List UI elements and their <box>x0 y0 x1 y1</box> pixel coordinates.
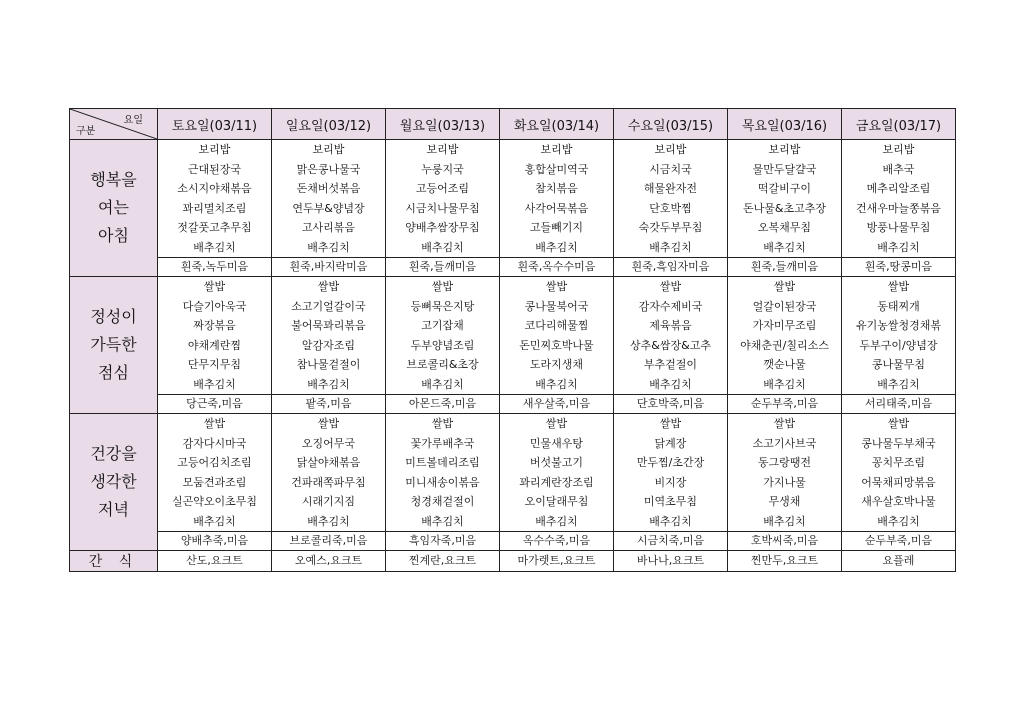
porridge-cell: 흰죽,들깨미음 <box>386 258 500 277</box>
menu-item: 동태찌개 <box>877 299 920 313</box>
header-row <box>70 109 956 140</box>
menu-item: 떡갈비구이 <box>757 182 812 195</box>
day-header: 수요일(03/15) <box>614 109 728 140</box>
menu-item: 배추김치 <box>193 514 236 528</box>
menu-item: 쌀밥 <box>431 280 454 293</box>
menu-cell <box>272 140 386 258</box>
menu-item: 어묵채피망볶음 <box>861 475 936 489</box>
menu-item: 보리밥 <box>882 143 915 156</box>
meal-label <box>70 140 158 277</box>
snack-label: 간 식 <box>70 551 158 572</box>
menu-item: 배추김치 <box>421 240 464 254</box>
menu-item: 배추김치 <box>193 240 236 254</box>
meal-label-line: 여는 <box>98 198 129 217</box>
menu-item: 소고기얼갈이국 <box>291 299 366 313</box>
menu-cell <box>728 140 842 258</box>
menu-item: 얼갈이된장국 <box>752 299 817 313</box>
porridge-cell: 순두부죽,미음 <box>728 395 842 414</box>
porridge-cell: 흰죽,바지락미음 <box>272 258 386 277</box>
menu-item: 비지장 <box>654 475 687 489</box>
porridge-cell: 새우살죽,미음 <box>500 395 614 414</box>
menu-cell <box>842 414 956 532</box>
meal-label-line: 가득한 <box>90 335 137 354</box>
menu-item: 물만두달걀국 <box>752 162 817 176</box>
menu-item: 배추김치 <box>877 377 920 391</box>
menu-item: 청경채겉절이 <box>410 495 475 508</box>
corner-cell <box>70 109 158 140</box>
menu-item: 야채계란찜 <box>187 338 242 352</box>
menu-item: 쌀밥 <box>773 280 796 293</box>
menu-item: 배추김치 <box>421 377 464 391</box>
menu-item: 방풍나물무침 <box>866 221 931 234</box>
menu-item: 만두찜/초간장 <box>636 456 705 469</box>
menu-item: 단호박찜 <box>649 201 692 215</box>
menu-item: 고기잡채 <box>421 319 464 332</box>
menu-item: 보리밥 <box>768 143 801 156</box>
menu-item: 쌀밥 <box>887 417 910 430</box>
menu-cell <box>500 277 614 395</box>
meal-row <box>70 414 956 532</box>
menu-item: 배추김치 <box>763 240 806 254</box>
menu-cell <box>272 414 386 532</box>
menu-item: 쌀밥 <box>203 417 226 430</box>
menu-item: 도라지생채 <box>529 358 584 371</box>
menu-item: 모둠견과조림 <box>182 475 247 489</box>
day-header: 목요일(03/16) <box>728 109 842 140</box>
meal-label-line: 생각한 <box>90 472 137 491</box>
menu-cell <box>842 140 956 258</box>
menu-item: 감자다시마국 <box>182 436 247 450</box>
menu-item: 알감자조림 <box>301 338 356 352</box>
menu-cell <box>728 277 842 395</box>
menu-item: 양배추쌈장무침 <box>405 221 480 234</box>
menu-cell <box>386 277 500 395</box>
menu-item: 두부양념조림 <box>410 338 475 352</box>
menu-cell <box>386 140 500 258</box>
menu-item: 꽈리멸치조림 <box>182 201 247 215</box>
menu-item: 다슬기아욱국 <box>182 299 247 313</box>
menu-item: 등뼈묵은지탕 <box>410 299 475 313</box>
menu-item: 건새우마늘쫑볶음 <box>855 201 941 215</box>
menu-item: 쌀밥 <box>203 280 226 293</box>
menu-item: 고등어김치조림 <box>177 456 252 469</box>
snack-cell: 산도,요크트 <box>158 551 272 572</box>
menu-item: 보리밥 <box>654 143 687 156</box>
menu-item: 오복채무침 <box>757 221 812 234</box>
menu-item: 무생채 <box>768 495 801 508</box>
snack-cell: 바나나,요크트 <box>614 551 728 572</box>
menu-item: 꽃가루배추국 <box>410 436 475 450</box>
menu-item: 두부구이/양념장 <box>859 338 938 352</box>
porridge-cell: 옥수수죽,미음 <box>500 532 614 551</box>
menu-item: 젓갈풋고추무침 <box>177 221 252 234</box>
menu-item: 보리밥 <box>312 143 345 156</box>
menu-item: 콩나물북어국 <box>524 299 589 313</box>
menu-item: 부추겉절이 <box>643 358 698 371</box>
menu-item: 보리밥 <box>426 143 459 156</box>
menu-cell <box>500 140 614 258</box>
menu-item: 홍합살미역국 <box>524 162 589 176</box>
snack-cell: 오예스,요크트 <box>272 551 386 572</box>
menu-item: 참나물겉절이 <box>296 358 361 371</box>
menu-item: 돈민찌호박나물 <box>519 338 594 352</box>
menu-item: 쌀밥 <box>317 417 340 430</box>
snack-cell: 요플레 <box>842 551 956 572</box>
snack-cell: 찐만두,요크트 <box>728 551 842 572</box>
porridge-cell: 단호박죽,미음 <box>614 395 728 414</box>
menu-item: 짜장볶음 <box>193 319 236 332</box>
menu-item: 돈채버섯볶음 <box>296 182 361 195</box>
day-header: 금요일(03/17) <box>842 109 956 140</box>
menu-cell <box>272 277 386 395</box>
porridge-cell: 아몬드죽,미음 <box>386 395 500 414</box>
meal-label-line: 정성이 <box>90 307 137 326</box>
menu-item: 가지나물 <box>763 475 806 489</box>
menu-item: 배추국 <box>882 162 915 176</box>
meal-label-line: 점심 <box>98 363 129 382</box>
menu-item: 닭살야채볶음 <box>296 456 361 469</box>
menu-item: 배추김치 <box>763 377 806 391</box>
menu-item: 배추김치 <box>649 240 692 254</box>
menu-cell <box>386 414 500 532</box>
menu-item: 제육볶음 <box>649 319 692 332</box>
menu-item: 민물새우탕 <box>529 436 584 450</box>
menu-item: 배추김치 <box>649 377 692 391</box>
menu-item: 고들빼기지 <box>529 221 584 234</box>
day-header: 화요일(03/14) <box>500 109 614 140</box>
menu-item: 쌀밥 <box>773 417 796 430</box>
menu-item: 쌀밥 <box>545 280 568 293</box>
menu-item: 단무지무침 <box>187 358 242 371</box>
meal-label-line: 아침 <box>98 226 129 245</box>
menu-item: 꽁치무조림 <box>871 456 926 469</box>
menu-item: 배추김치 <box>877 514 920 528</box>
menu-item: 유기농쌀청경채볶 <box>855 319 941 332</box>
menu-cell <box>158 414 272 532</box>
menu-item: 사각어묵볶음 <box>524 201 589 215</box>
meal-label <box>70 277 158 414</box>
menu-item: 숙갓두부무침 <box>638 221 703 234</box>
menu-cell <box>842 277 956 395</box>
menu-cell <box>614 277 728 395</box>
meal-label-line: 저녁 <box>98 500 129 519</box>
menu-item: 야채춘권/칠리소스 <box>740 338 829 352</box>
menu-item: 꽈리계란장조림 <box>519 475 594 489</box>
menu-item: 쌀밥 <box>545 417 568 430</box>
menu-item: 맑은콩나물국 <box>296 162 361 176</box>
menu-cell <box>614 414 728 532</box>
menu-item: 건파래쪽파무침 <box>291 475 366 489</box>
menu-item: 오이달래무침 <box>524 495 589 508</box>
menu-item: 배추김치 <box>307 240 350 254</box>
menu-item: 실곤약오이초무침 <box>171 495 257 508</box>
porridge-cell: 당근죽,미음 <box>158 395 272 414</box>
menu-cell <box>500 414 614 532</box>
day-header: 일요일(03/12) <box>272 109 386 140</box>
menu-item: 근대된장국 <box>187 162 242 176</box>
menu-item: 배추김치 <box>307 514 350 528</box>
porridge-cell: 호박씨죽,미음 <box>728 532 842 551</box>
menu-item: 시금치나물무침 <box>405 201 480 215</box>
corner-category-label: 구분 <box>76 126 96 137</box>
porridge-cell: 흑임자죽,미음 <box>386 532 500 551</box>
menu-item: 보리밥 <box>540 143 573 156</box>
porridge-cell: 양배추죽,미음 <box>158 532 272 551</box>
menu-item: 배추김치 <box>877 240 920 254</box>
menu-item: 배추김치 <box>649 514 692 528</box>
menu-item: 시금치국 <box>649 162 692 176</box>
menu-item: 시래기지짐 <box>301 495 356 508</box>
meal-label <box>70 414 158 551</box>
meal-label-line: 행복을 <box>90 170 137 189</box>
menu-item: 미트볼데리조림 <box>405 456 480 469</box>
menu-item: 미니새송이볶음 <box>405 475 480 489</box>
menu-item: 메추리알조림 <box>866 182 931 195</box>
menu-item: 배추김치 <box>535 514 578 528</box>
menu-item: 오징어무국 <box>301 436 356 450</box>
menu-item: 콩나물무침 <box>871 358 926 371</box>
meal-row <box>70 277 956 395</box>
menu-item: 쌀밥 <box>659 280 682 293</box>
menu-item: 미역초무침 <box>643 495 698 508</box>
menu-item: 고사리볶음 <box>301 221 356 234</box>
menu-item: 새우살호박나물 <box>861 495 936 508</box>
menu-item: 가자미무조림 <box>752 319 817 332</box>
menu-item: 보리밥 <box>198 143 231 156</box>
porridge-cell: 흰죽,땅콩미음 <box>842 258 956 277</box>
menu-item: 배추김치 <box>535 240 578 254</box>
day-header: 토요일(03/11) <box>158 109 272 140</box>
menu-item: 돈나물&초고추장 <box>743 201 826 215</box>
porridge-row <box>70 395 956 414</box>
menu-item: 감자수제비국 <box>638 299 703 313</box>
menu-item: 쌀밥 <box>317 280 340 293</box>
day-header: 월요일(03/13) <box>386 109 500 140</box>
meal-label-line: 건강을 <box>90 444 137 463</box>
menu-item: 소시지야채볶음 <box>177 182 252 195</box>
menu-item: 쌀밥 <box>431 417 454 430</box>
menu-item: 상추&쌈장&고추 <box>630 338 711 352</box>
porridge-cell: 흰죽,들깨미음 <box>728 258 842 277</box>
menu-item: 브로콜리&초장 <box>406 358 479 371</box>
menu-item: 참치볶음 <box>535 182 578 195</box>
porridge-cell: 시금치죽,미음 <box>614 532 728 551</box>
menu-item: 누룽지국 <box>421 162 464 176</box>
menu-item: 배추김치 <box>421 514 464 528</box>
menu-item: 연두부&양념장 <box>292 201 365 215</box>
porridge-cell: 흰죽,흑임자미음 <box>614 258 728 277</box>
menu-cell <box>728 414 842 532</box>
menu-cell <box>158 140 272 258</box>
corner-day-label: 요일 <box>123 115 143 126</box>
porridge-cell: 서리태죽,미음 <box>842 395 956 414</box>
porridge-cell: 흰죽,옥수수미음 <box>500 258 614 277</box>
menu-item: 쌀밥 <box>887 280 910 293</box>
menu-cell <box>614 140 728 258</box>
meal-row <box>70 140 956 258</box>
menu-item: 고등어조림 <box>415 182 470 195</box>
menu-item: 버섯불고기 <box>529 456 584 469</box>
menu-item: 배추김치 <box>193 377 236 391</box>
menu-item: 동그랑땡전 <box>757 456 812 469</box>
porridge-cell: 브로콜리죽,미음 <box>272 532 386 551</box>
menu-item: 코다리해물찜 <box>524 319 589 332</box>
porridge-row <box>70 258 956 277</box>
snack-cell: 마가렛트,요크트 <box>500 551 614 572</box>
porridge-cell: 순두부죽,미음 <box>842 532 956 551</box>
menu-item: 배추김치 <box>307 377 350 391</box>
snack-cell: 찐계란,요크트 <box>386 551 500 572</box>
menu-item: 쌀밥 <box>659 417 682 430</box>
menu-item: 불어묵꽈리볶음 <box>291 319 366 332</box>
menu-item: 깻순나물 <box>763 358 806 371</box>
menu-item: 배추김치 <box>763 514 806 528</box>
menu-table <box>69 108 956 572</box>
menu-cell <box>158 277 272 395</box>
porridge-cell: 흰죽,녹두미음 <box>158 258 272 277</box>
menu-item: 콩나물두부채국 <box>861 436 936 450</box>
menu-item: 해물완자전 <box>643 182 698 195</box>
menu-item: 소고기사브국 <box>752 436 817 450</box>
porridge-row <box>70 532 956 551</box>
porridge-cell: 팥죽,미음 <box>272 395 386 414</box>
menu-item: 배추김치 <box>535 377 578 391</box>
menu-item: 닭계장 <box>654 436 687 450</box>
snack-row <box>70 551 956 572</box>
